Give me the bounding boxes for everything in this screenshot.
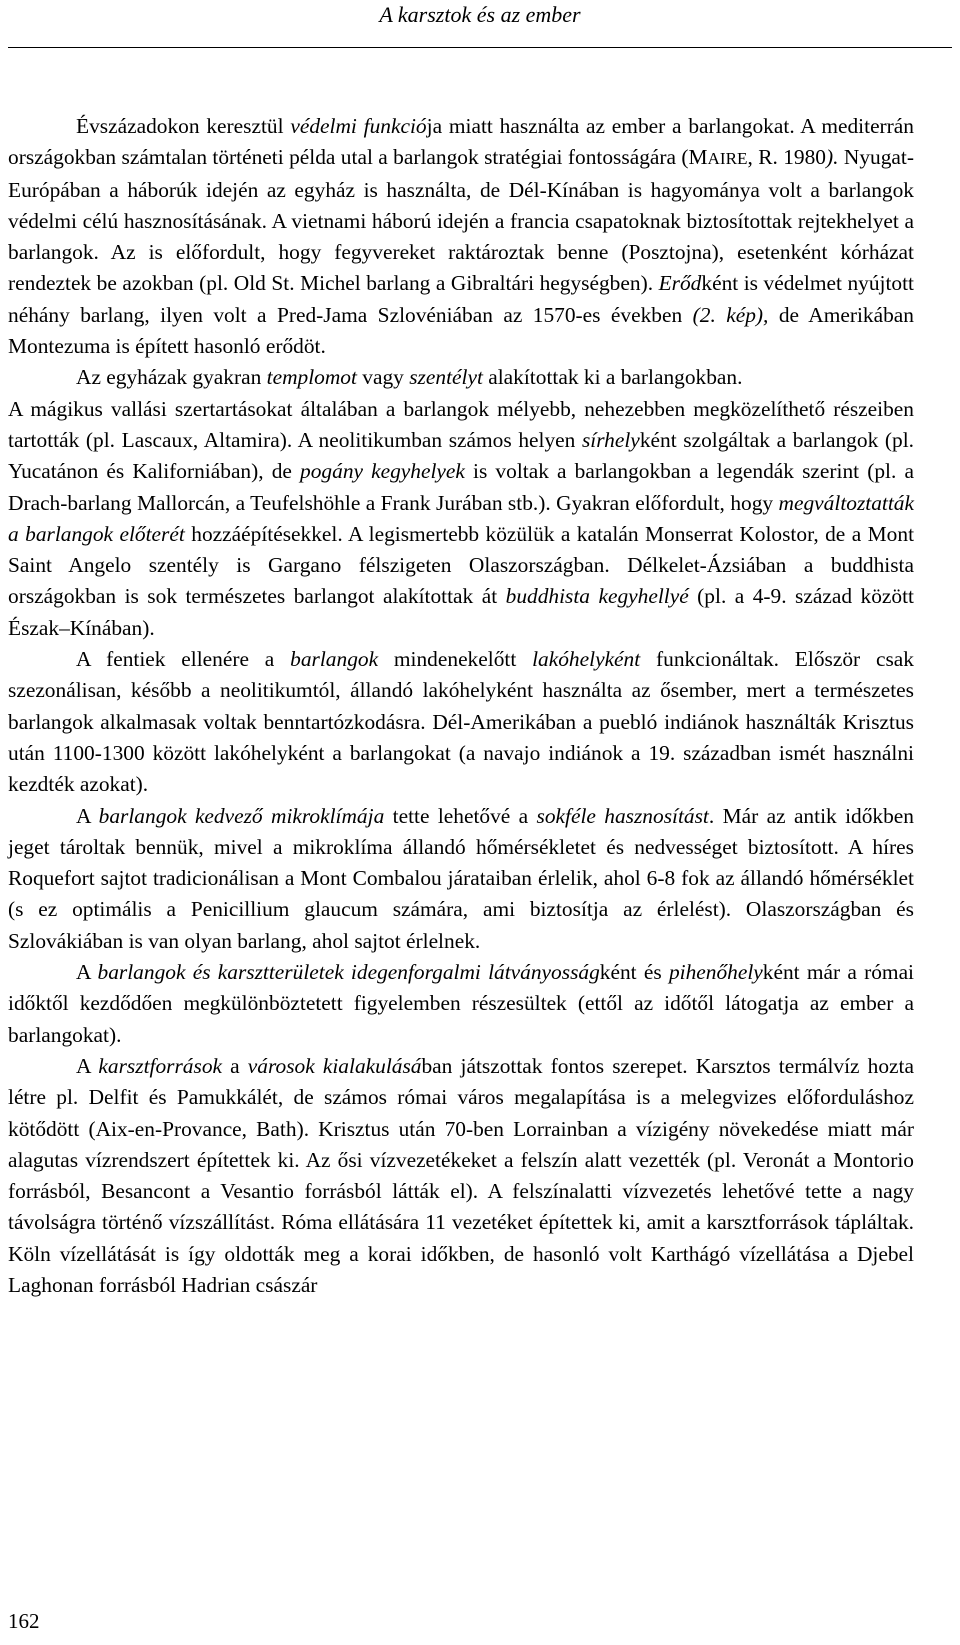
text-run: ként és [599, 960, 669, 985]
text-run: Évszázadokon keresztül [76, 114, 291, 138]
italic-run: barlangok kedvező mikroklímája [98, 803, 385, 828]
text-run: A fentiek ellenére a [76, 647, 291, 672]
text-run: Nyugat-Európában a háborúk idején az egyház is használta, de Dél-Kínában is hagyománya volt a barlangok védelmi célú hasznosításának. A vietnami háború idején a francia csapatoknak biztosítottak rejtekhelyet a barlangok. Az is előfordult, hogy fegyvereket raktároztak benne (Posztojna), esetenként kórházat rendeztek be azokban (pl. Old St. Michel barlang a Gibraltári hegységben). [8, 145, 914, 296]
paragraph [8, 362, 914, 393]
text-run: A [76, 803, 99, 828]
italic-run: buddhista kegyhellyé [505, 584, 689, 609]
paragraph [8, 394, 914, 644]
page-header [0, 0, 960, 60]
text-run: (pl. a 4-9. század között Észak–Kínában). [8, 584, 914, 640]
italic-run: barlangok és karsztterületek idegenforgalmi látványosság [97, 960, 600, 985]
italic-run: ). [826, 145, 839, 170]
text-run: mindenekelőtt [378, 647, 533, 672]
italic-run: sírhely [581, 427, 640, 452]
text-run: hozzáépítésekkel. A legismertebb közülük a katalán Monserrat Kolostor, de a Mont Saint Angelo szentély is Gargano félszigeten Olaszországban. Délkelet-Ázsiában a buddhista országokban is sok természetes barlangot alakítottak át [8, 521, 915, 609]
text-run: funkcionáltak. Először csak szezonálisan, később a neolitikumtól, állandó lakóhelyként használta az ősember, mert a természetes barlangok alkalmasak voltak benntartózkodásra. Dél-Amerikában a puebló indiánok használták Krisztus után 1100-1300 között lakóhelyként a barlangokat (a navajo indiánok a 19. században ismét használni kezdték azokat). [8, 647, 914, 797]
paragraph [8, 111, 914, 362]
text-run: ként már a római időktől kezdődően megkülönböztetett figyelemben részesültek (ettől az időtől látogatja az ember a barlangokat). [8, 960, 915, 1047]
small-caps-run: AIRE [707, 149, 748, 169]
italic-run: (2. kép), [692, 302, 769, 327]
text-run: , R. 1980 [747, 145, 827, 170]
text-run: ban játszottak fontos szerepet. Karsztos termálvíz hozta létre pl. Delfit és Pamukkálét, de számos római város megalapítása is a melegvizes előforduláshoz kötődött (Aix-en-Provance, Bath). Krisztus után 70-ben Lorrainban a vízigény növekedése miatt már alagutas vízrendszert építettek ki. Az ősi vízvezetékeket a felszín alatt vezették (pl. Veronát a Montorio forrásból, Besancont a Vesantio forrásból látták el). A felszínalatti vízvezetés lehetővé tette a nagy távolságra történő vízszállítást. Róma ellátására 11 vezetéket építettek ki, amit a karsztforrások tápláltak. Köln vízellátását is így oldották meg a korai időkben, de hasonló volt Karthágó vízellátása a Djebel Laghonan forrásból Hadrian császár [8, 1053, 914, 1297]
text-run: alakítottak ki a barlangokban. [482, 365, 743, 390]
text-run: A [76, 960, 98, 985]
text-run: is voltak a barlangokban a legendák szerint (pl. a Drach-barlang Mallorcán, a Teufelshöhle a Frank Jurában stb.). Gyakran előfordult, hogy [8, 459, 914, 515]
italic-run: pogány kegyhelyek [300, 459, 465, 484]
text-run: . Már az antik időkben jeget tároltak bennük, mivel a mikroklíma állandó hőmérsékletet és nedvességet biztosított. A híres Roquefort sajtot tradicionálisan a Mont Combalou járataiban érlelik, ahol 6-8 fok az állandó hőmérséklet (s ez optimális a Penicillium glaucum számára, ami biztosítja az érlelést). Olaszországban és Szlovákiában is van olyan barlang, ahol sajtot érlelnek. [8, 803, 914, 953]
page-number: 162 [8, 1609, 40, 1633]
paragraph [8, 1051, 914, 1301]
italic-run: szentélyt [409, 365, 483, 390]
italic-run: karsztforrások [98, 1053, 223, 1078]
paragraph [8, 957, 914, 1051]
text-run: ja miatt használta az ember a barlangokat. A mediterrán országokban számtalan történeti példa utal a barlangok stratégiai fontosságára (M [8, 114, 914, 170]
text-run: a [222, 1053, 248, 1078]
text-run: ként szolgáltak a barlangok (pl. Yucatánon és Kaliforniában), de [8, 427, 914, 484]
running-title: A karsztok és az ember [379, 2, 581, 27]
text-run: ként is védelmet nyújtott néhány barlang, ilyen volt a Pred-Jama Szlovéniában az 1570-es években [8, 271, 914, 327]
header-rule [8, 47, 952, 48]
italic-run: megváltoztatták a barlangok előterét [8, 490, 914, 546]
text-run: de Amerikában Montezuma is épített hasonló erődöt. [8, 302, 914, 359]
text-run: Az egyházak gyakran [76, 365, 267, 390]
italic-run: barlangok [290, 647, 379, 672]
italic-run: Erőd [658, 271, 702, 296]
body-text [8, 111, 914, 1301]
text-run: vagy [356, 365, 410, 390]
italic-run: pihenőhely [668, 960, 763, 985]
italic-run: sokféle hasznosítást [536, 803, 709, 828]
italic-run: templomot [266, 365, 357, 390]
text-run: A mágikus vallási szertartásokat általában a barlangok mélyebb, nehezebben megközelíthető részeiben tartották (pl. Lascaux, Altamira). A neolitikumban számos helyen [8, 396, 914, 452]
text-run: tette lehetővé a [384, 803, 537, 828]
italic-run: városok kialakulásá [247, 1053, 422, 1078]
italic-run: védelmi funkció [290, 114, 427, 138]
text-run: A [76, 1053, 99, 1078]
paragraph [8, 644, 914, 800]
paragraph [8, 801, 914, 957]
italic-run: lakóhelyként [532, 647, 641, 672]
